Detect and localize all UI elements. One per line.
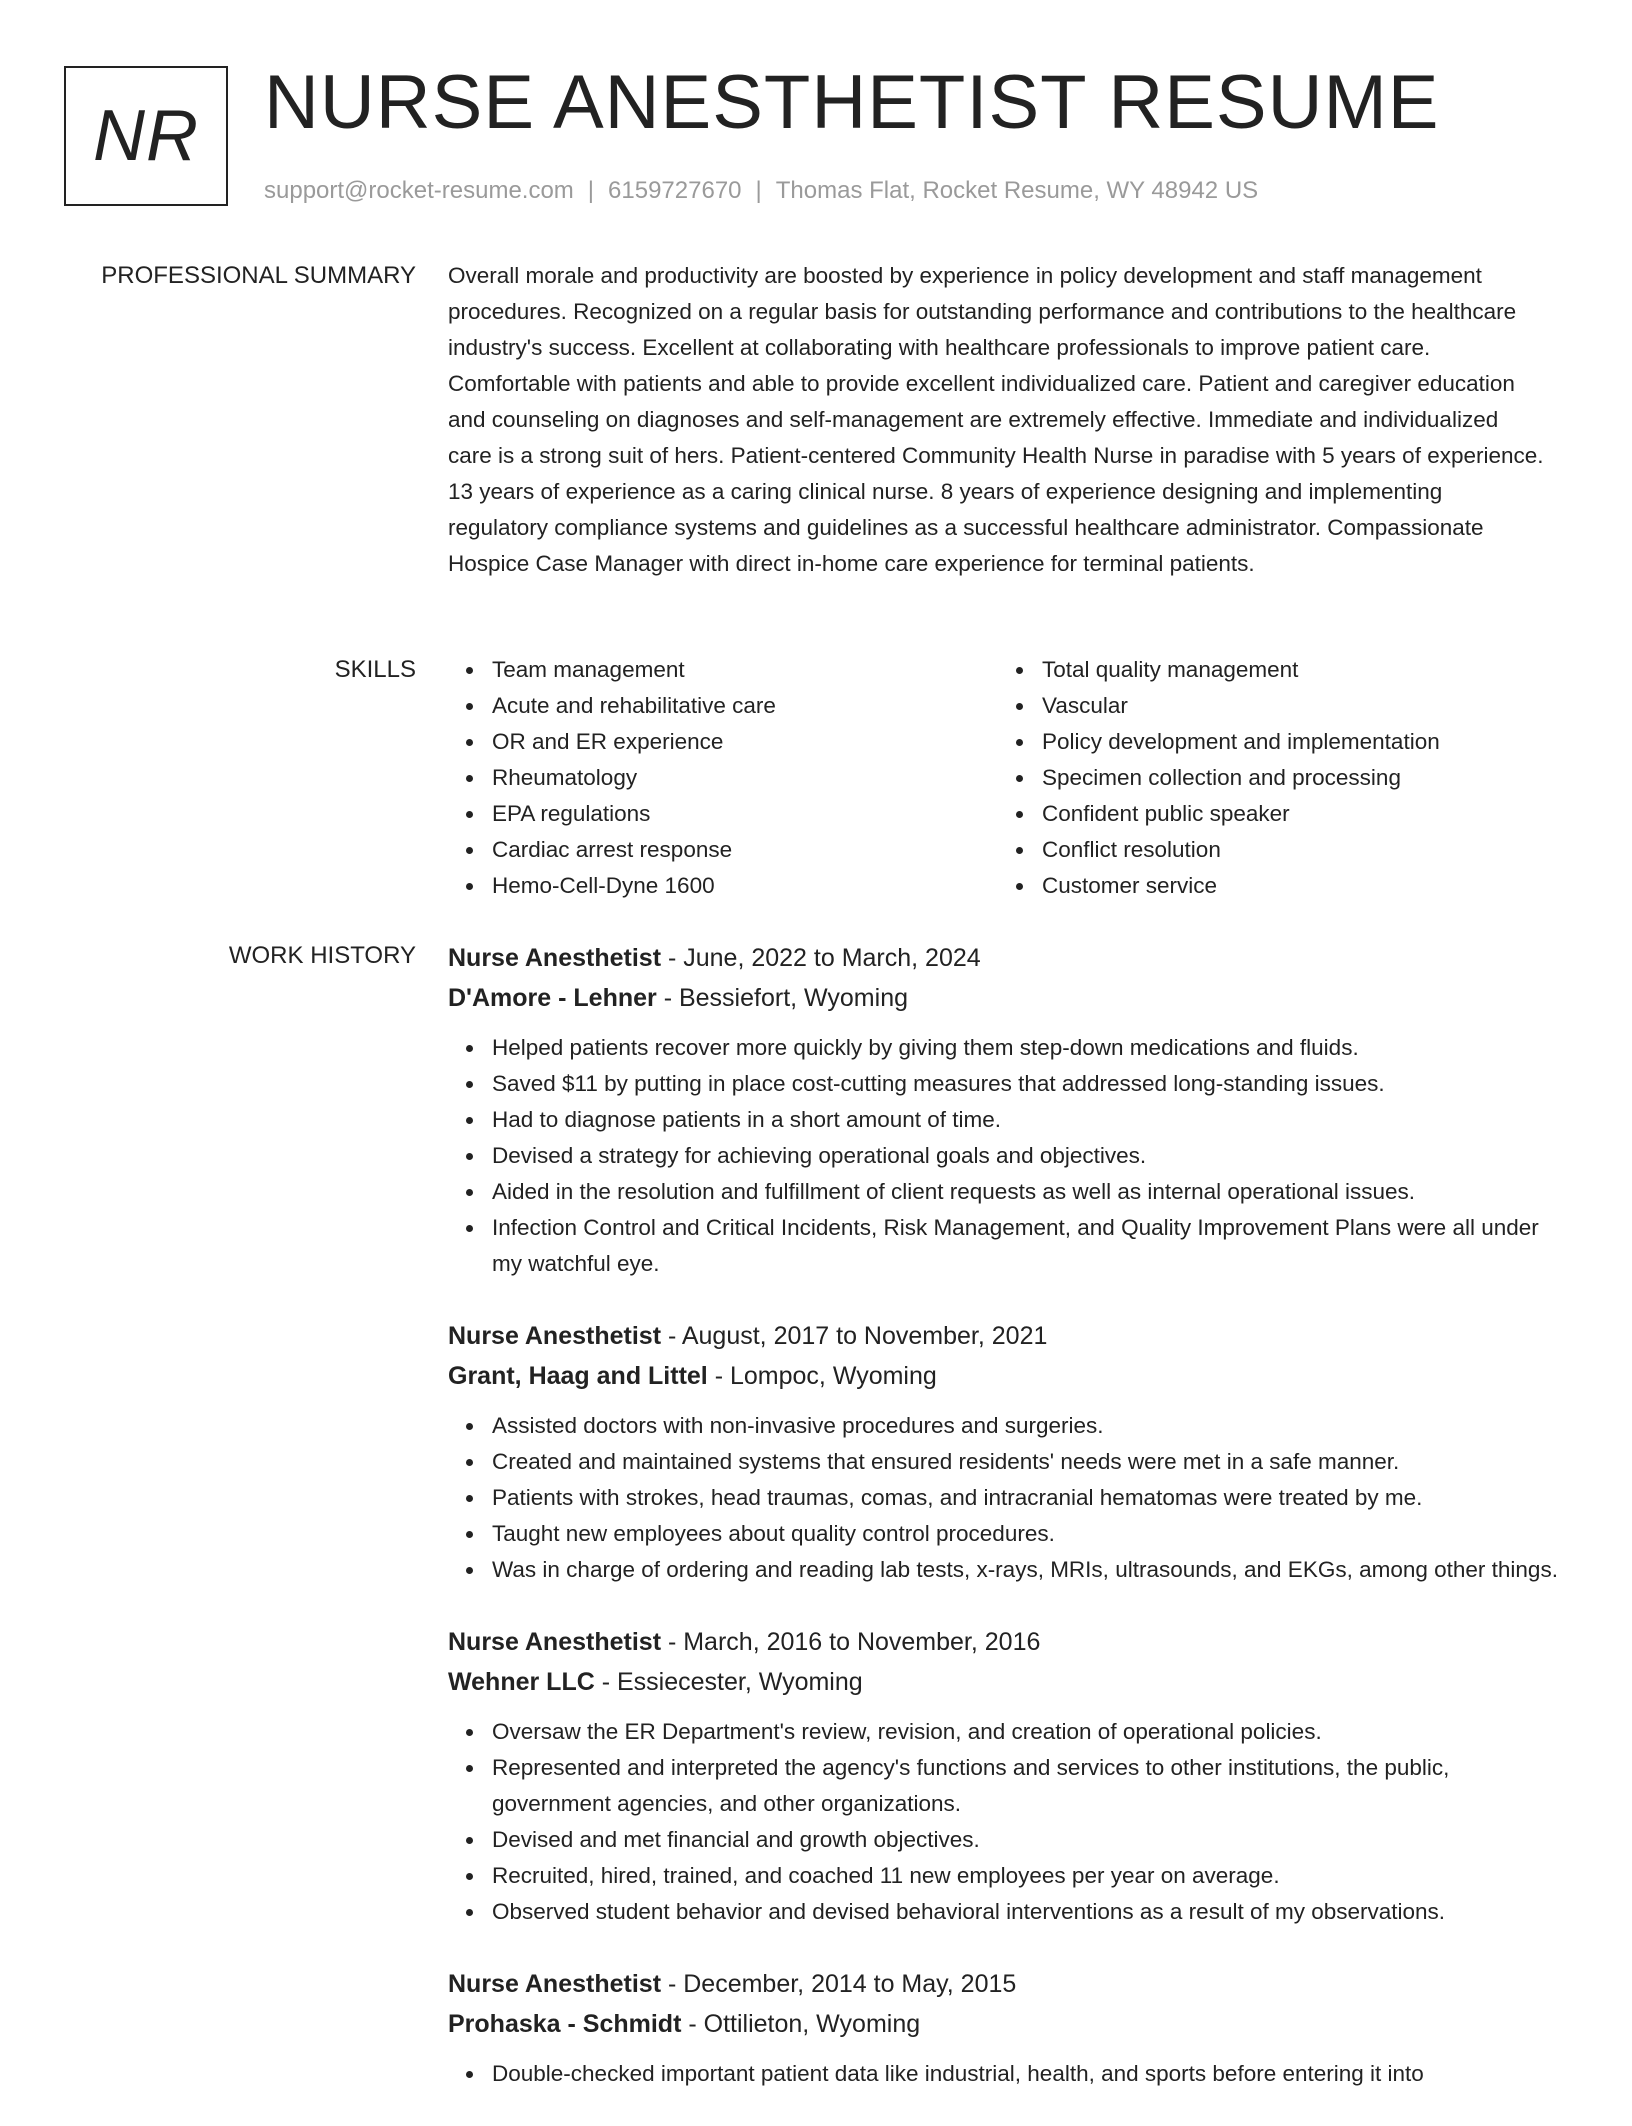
job-location: - Ottilieton, Wyoming (681, 2010, 921, 2038)
job-bullets (448, 1714, 1558, 1930)
job-company-line (448, 2004, 1558, 2044)
skill-item: Policy development and implementation (1042, 724, 1548, 760)
job-company: Prohaska - Schmidt (448, 2010, 682, 2038)
contact-line (264, 174, 1258, 208)
contact-address: Thomas Flat, Rocket Resume, WY 48942 US (775, 177, 1259, 204)
job-bullet: Had to diagnose patients in a short amount of time. (492, 1102, 1558, 1138)
job-title: Nurse Anesthetist (448, 944, 662, 972)
contact-email: support@rocket-resume.com (264, 177, 574, 204)
skill-item: Hemo-Cell-Dyne 1600 (492, 868, 998, 904)
job-title-line (448, 1622, 1558, 1662)
job-title-line (448, 1964, 1558, 2004)
skill-item: Total quality management (1042, 652, 1548, 688)
job-bullet: Taught new employees about quality control procedures. (492, 1516, 1558, 1552)
job-bullet: Represented and interpreted the agency's functions and services to other institutions, the public, government agencies, and other organizations. (492, 1750, 1558, 1822)
job-company: D'Amore - Lehner (448, 984, 657, 1012)
contact-separator: | (755, 177, 762, 204)
job-company-line (448, 978, 1558, 1018)
job-entry (448, 938, 1558, 1282)
job-bullet: Created and maintained systems that ensured residents' needs were met in a safe manner. (492, 1444, 1558, 1480)
job-entry (448, 1316, 1558, 1588)
job-dates: - June, 2022 to March, 2024 (661, 944, 981, 972)
initials: NR (93, 96, 199, 176)
job-bullet: Saved $11 by putting in place cost-cutting measures that addressed long-standing issues. (492, 1066, 1558, 1102)
job-location: - Lompoc, Wyoming (707, 1362, 937, 1390)
job-bullet: Devised and met financial and growth objectives. (492, 1822, 1558, 1858)
skill-item: OR and ER experience (492, 724, 998, 760)
job-bullet: Observed student behavior and devised behavioral interventions as a result of my observations. (492, 1894, 1558, 1930)
job-title: Nurse Anesthetist (448, 1628, 662, 1656)
job-bullets (448, 1408, 1558, 1588)
contact-separator: | (587, 177, 595, 204)
resume-title: NURSE ANESTHETIST RESUME (264, 60, 1440, 145)
job-title: Nurse Anesthetist (448, 1970, 662, 1998)
job-bullet: Was in charge of ordering and reading lab tests, x-rays, MRIs, ultrasounds, and EKGs, among other things. (492, 1552, 1558, 1588)
job-bullets (448, 1030, 1558, 1282)
job-dates: - August, 2017 to November, 2021 (661, 1322, 1048, 1350)
skills-heading: SKILLS (334, 656, 416, 683)
job-title-line (448, 938, 1558, 978)
skill-item: Vascular (1042, 688, 1548, 724)
job-dates: - December, 2014 to May, 2015 (661, 1970, 1017, 1998)
skill-item: Acute and rehabilitative care (492, 688, 998, 724)
skills-list-left (448, 652, 998, 904)
skill-item: Rheumatology (492, 760, 998, 796)
job-bullets (448, 2056, 1558, 2092)
job-bullet: Infection Control and Critical Incidents, Risk Management, and Quality Improvement Plans were all under my watchful eye. (492, 1210, 1558, 1282)
job-company: Grant, Haag and Littel (448, 1362, 708, 1390)
skill-item: Confident public speaker (1042, 796, 1548, 832)
job-bullet: Devised a strategy for achieving operational goals and objectives. (492, 1138, 1558, 1174)
skill-item: Cardiac arrest response (492, 832, 998, 868)
job-title-line (448, 1316, 1558, 1356)
contact-phone: 6159727670 (608, 177, 742, 204)
job-bullet: Helped patients recover more quickly by giving them step-down medications and fluids. (492, 1030, 1558, 1066)
job-entry (448, 1622, 1558, 1930)
monogram-box (64, 66, 228, 206)
job-bullet: Assisted doctors with non-invasive procedures and surgeries. (492, 1408, 1558, 1444)
job-bullet: Patients with strokes, head traumas, comas, and intracranial hematomas were treated by me. (492, 1480, 1558, 1516)
job-bullet: Aided in the resolution and fulfillment of client requests as well as internal operational issues. (492, 1174, 1558, 1210)
job-dates: - March, 2016 to November, 2016 (661, 1628, 1041, 1656)
summary-text: Overall morale and productivity are boosted by experience in policy development and staff management procedures. Recognized on a regular basis for outstanding performance and contributions to the healthcare industry's success. Excellent at collaborating with healthcare professionals to improve patient care. Comfortable with patients and able to provide excellent individualized care. Patient and caregiver education and counseling on diagnoses and self-management are extremely effective. Immediate and individualized care is a strong suit of hers. Patient-centered Community Health Nurse in paradise with 5 years of experience. 13 years of experience as a caring clinical nurse. 8 years of experience designing and implementing regulatory compliance systems and guidelines as a successful healthcare administrator. Compassionate Hospice Case Manager with direct in-home care experience for terminal patients. (448, 263, 1544, 576)
job-entry (448, 1964, 1558, 2092)
job-location: - Bessiefort, Wyoming (656, 984, 908, 1012)
skill-item: Team management (492, 652, 998, 688)
job-location: - Essiecester, Wyoming (594, 1668, 863, 1696)
skill-item: Customer service (1042, 868, 1548, 904)
work-history-heading: WORK HISTORY (228, 942, 416, 969)
job-company-line (448, 1662, 1558, 1702)
skill-item: Conflict resolution (1042, 832, 1548, 868)
job-bullet: Double-checked important patient data like industrial, health, and sports before entering it into (492, 2056, 1558, 2092)
job-bullet: Oversaw the ER Department's review, revision, and creation of operational policies. (492, 1714, 1558, 1750)
skill-item: Specimen collection and processing (1042, 760, 1548, 796)
summary-heading: PROFESSIONAL SUMMARY (101, 262, 416, 289)
skills-list-right (998, 652, 1548, 904)
job-title: Nurse Anesthetist (448, 1322, 662, 1350)
skill-item: EPA regulations (492, 796, 998, 832)
job-company-line (448, 1356, 1558, 1396)
job-company: Wehner LLC (448, 1668, 595, 1696)
job-bullet: Recruited, hired, trained, and coached 11 new employees per year on average. (492, 1858, 1558, 1894)
